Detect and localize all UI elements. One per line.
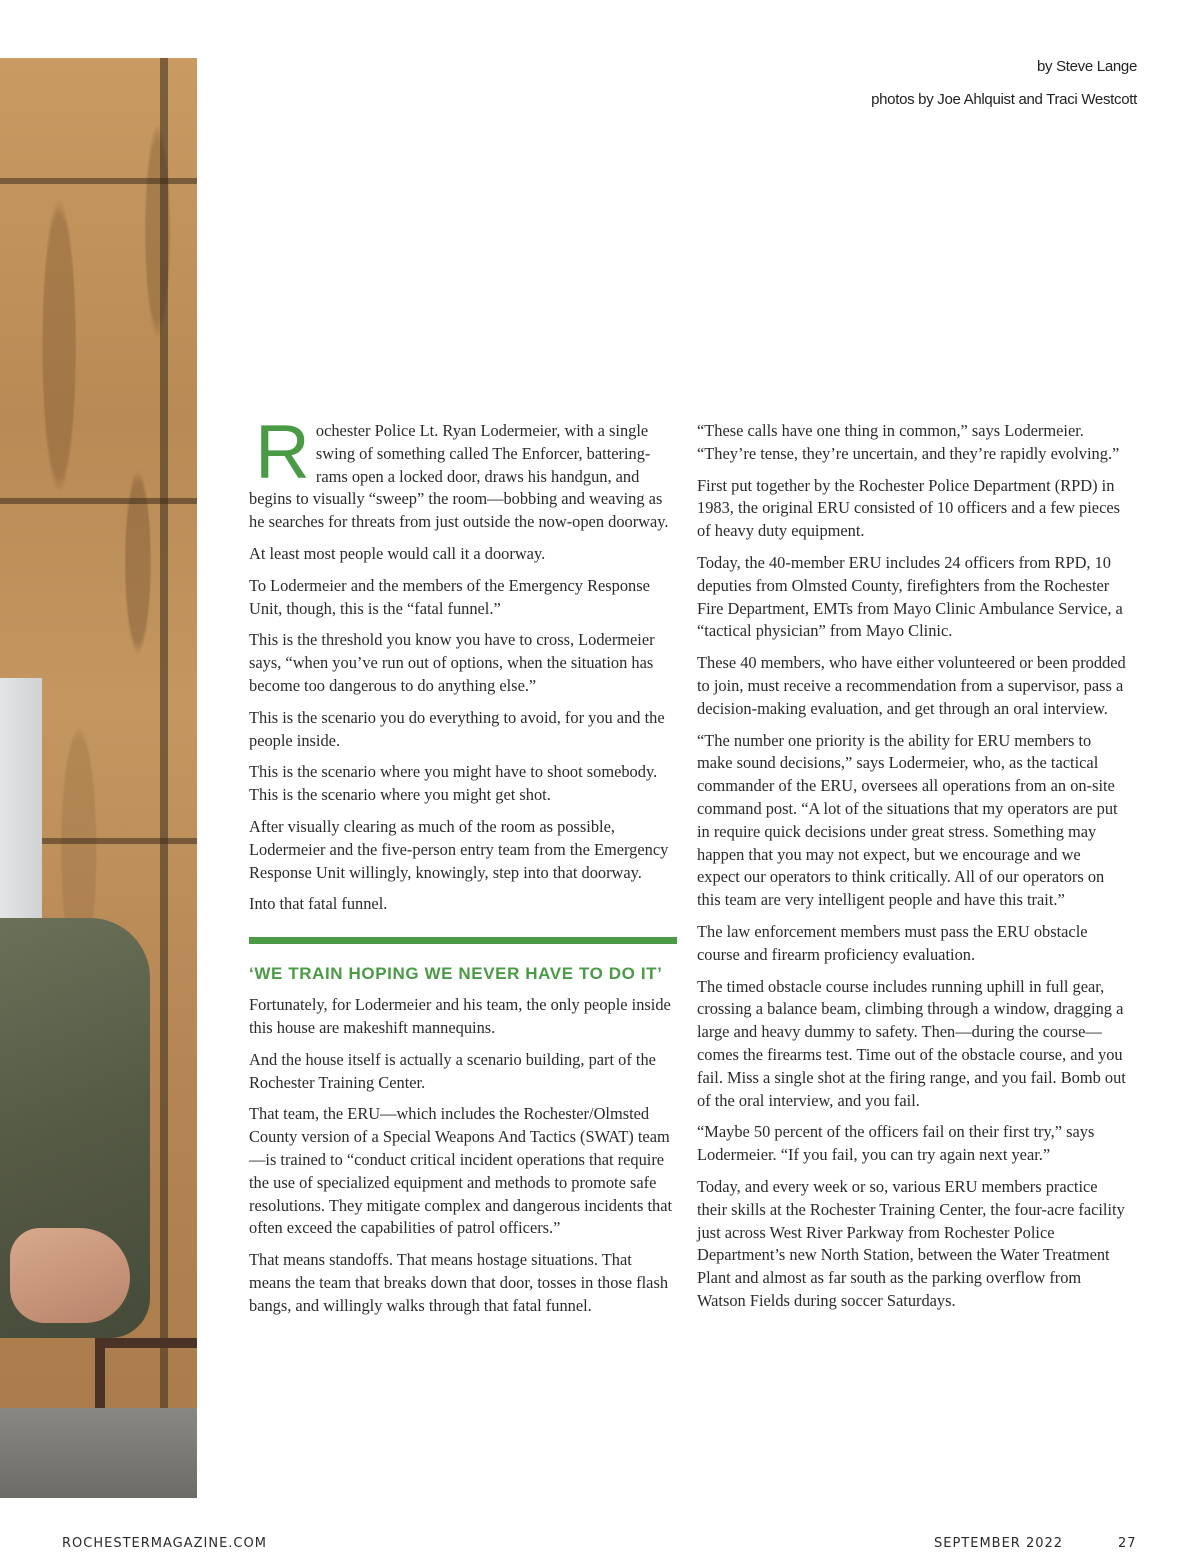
wall-stud [160,58,168,1498]
article-column-left [249,410,677,1327]
wall-stud [0,178,197,184]
paragraph: This is the scenario you do everything to avoid, for you and the people inside. [249,707,665,750]
article-photo [0,58,197,1498]
paragraph: “The number one priority is the ability for ERU members to make sound decisions,” says Lodermeier, who, as the tactical commander of the ERU, oversees all operations from an on-site command post. “A lot of the situations that my operators are put in require quick decisions under great stress. Something may happen that you may not expect, but we encourage and we expect our operators to think critically. All of our operators on this team are very intelligent people and have this trait.” [697,730,1118,910]
paragraph: Today, and every week or so, various ERU members practice their skills at the Rochester Training Center, the four-acre facility just across West River Parkway from Rochester Police Department’s new North Station, between the Water Treatment Plant and almost as far south as the parking overflow from Watson Fields during soccer Saturdays. [697,1176,1125,1310]
lead-text: ochester Police Lt. Ryan Lodermeier, with a single swing of something called The Enforcer, battering-rams open a locked door, draws his handgun, and begins to visually “sweep” the room—bobbing and weaving as he searches for threats from just outside the now-open doorway. [249,421,669,532]
paragraph: Today, the 40-member ERU includes 24 officers from RPD, 10 deputies from Olmsted County, firefighters from the Rochester Fire Department, EMTs from Mayo Clinic Ambulance Service, a “tactical physician” from Mayo Clinic. [697,552,1123,641]
paragraph: After visually clearing as much of the room as possible, Lodermeier and the five-person entry team from the Emergency Response Unit willingly, knowingly, step into that doorway. [249,816,669,882]
article-column-right [697,420,1127,1322]
drop-cap: R [255,410,310,495]
paragraph: This is the scenario where you might have to shoot somebody. This is the scenario where you might get shot. [249,762,658,805]
paragraph: “Maybe 50 percent of the officers fail on their first try,” says Lodermeier. “If you fail, you can try again next year.” [697,1122,1095,1165]
footer-site: ROCHESTERMAGAZINE.COM [62,1536,267,1551]
section-divider [249,937,677,944]
paragraph: To Lodermeier and the members of the Emergency Response Unit, though, this is the “fatal funnel.” [249,575,650,618]
footer-date: SEPTEMBER 2022 [934,1536,1064,1551]
paragraph: The law enforcement members must pass the ERU obstacle course and firearm proficiency evaluation. [697,921,1088,964]
paragraph: The timed obstacle course includes running uphill in full gear, crossing a balance beam, climbing through a window, dragging a large and heavy dummy to safety. Then—during the course—comes the firearms test. Time out of the obstacle course, and you fail. Miss a single shot at the firing range, and you fail. Bomb out of the oral interview, and you fail. [697,976,1126,1110]
wall-stud [0,498,197,504]
paragraph: That means standoffs. That means hostage situations. That means the team that breaks down that door, tosses in those flash bangs, and willingly walks through that fatal funnel. [249,1250,669,1315]
paragraph: And the house itself is actually a scenario building, part of the Rochester Training Center. [249,1049,656,1092]
paragraph: At least most people would call it a doorway. [249,543,546,563]
author-byline: by Steve Lange [1036,58,1137,75]
floor [0,1408,197,1498]
lead-paragraph [249,410,677,534]
paragraph: Into that fatal funnel. [249,894,388,914]
paragraph: Fortunately, for Lodermeier and his team, the only people inside this house are makeshift mannequins. [249,995,671,1037]
paragraph: That team, the ERU—which includes the Rochester/Olmsted County version of a Special Weapons And Tactics (SWAT) team—is trained to “conduct critical incident operations that require the use of specialized equipment and methods to promote safe resolutions. They mitigate complex and dangerous incidents that often exceed the capabilities of patrol officers.” [249,1104,673,1238]
paragraph: These 40 members, who have either volunteered or been prodded to join, must receive a recommendation from a supervisor, pass a decision-making evaluation, and get through an oral interview. [697,653,1126,718]
officer-hand [10,1228,130,1323]
photo-credit: photos by Joe Ahlquist and Traci Westcott [871,91,1137,108]
section-subhead: ‘WE TRAIN HOPING WE NEVER HAVE TO DO IT’ [249,964,663,984]
paragraph: This is the threshold you know you have to cross, Lodermeier says, “when you’ve run out of options, when the situation has become too dangerous to do anything else.” [249,630,655,695]
paragraph: “These calls have one thing in common,” says Lodermeier. “They’re tense, they’re uncertain, and they’re rapidly evolving.” [697,421,1120,463]
page-number: 27 [1118,1536,1137,1551]
paragraph: First put together by the Rochester Police Department (RPD) in 1983, the original ERU consisted of 10 officers and a few pieces of heavy duty equipment. [697,475,1121,541]
